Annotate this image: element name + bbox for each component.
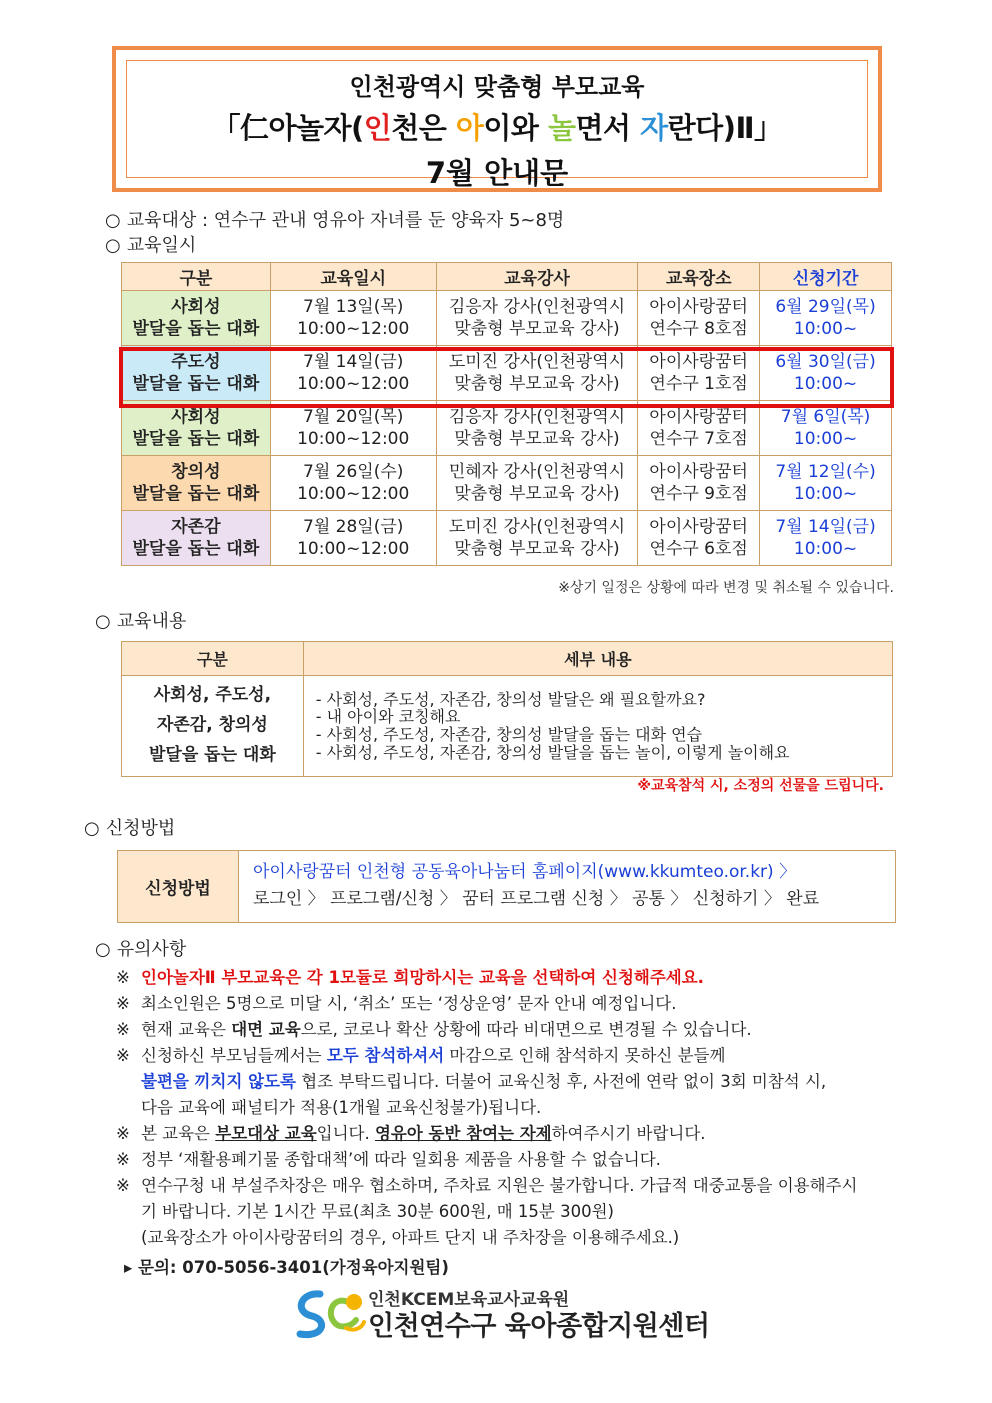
note-text: 마감으로 인해 참석하지 못하신 분들께 bbox=[444, 1046, 726, 1065]
list-item: - 내 아이와 코칭해요 bbox=[315, 707, 461, 727]
title-ja: 자 bbox=[640, 111, 668, 145]
category-sub: 발달을 돕는 대화 bbox=[132, 484, 260, 504]
schedule-note: ※상기 일정은 상황에 따라 변경 및 취소될 수 있습니다. bbox=[558, 580, 894, 596]
title-line1: 인천광역시 맞춤형 부모교육 bbox=[349, 73, 645, 101]
note-text: 연수구청 내 부설주차장은 매우 협소하며, 주차료 지원은 불가합니다. 가급적 대중교통을 이용해주시 bbox=[141, 1176, 858, 1195]
note-text: 신청하신 부모님들께서는 bbox=[141, 1046, 327, 1065]
category-sub: 발달을 돕는 대화 bbox=[132, 539, 260, 559]
teacher-cell bbox=[436, 291, 638, 346]
schedule-heading-text: 교육일시 bbox=[126, 235, 197, 256]
notes-heading-text: 유의사항 bbox=[116, 939, 187, 960]
note-text: 정부 ‘재활용폐기물 종합대책’에 따라 일회용 제품을 사용할 수 없습니다. bbox=[141, 1150, 661, 1169]
category-cell bbox=[122, 291, 271, 346]
note-item bbox=[116, 1147, 936, 1173]
date: 7월 13일(목) bbox=[303, 296, 404, 317]
apply-cell bbox=[760, 291, 892, 346]
content-category bbox=[122, 676, 304, 777]
time: 10:00~12:00 bbox=[297, 429, 410, 449]
teacher: 민혜자 강사(인천광역시 bbox=[448, 461, 626, 482]
category-sub: 발달을 돕는 대화 bbox=[132, 319, 260, 339]
teacher-title: 맞춤형 부모교육 강사) bbox=[454, 484, 620, 504]
col-header: 구분 bbox=[122, 263, 271, 291]
place-branch: 연수구 7호점 bbox=[649, 429, 748, 449]
place-branch: 연수구 1호점 bbox=[649, 374, 748, 394]
content-detail bbox=[303, 676, 892, 777]
teacher-cell bbox=[436, 456, 638, 511]
note-mark: ※ bbox=[116, 1046, 130, 1065]
note-item bbox=[116, 1173, 936, 1251]
notes-heading bbox=[95, 935, 186, 961]
place: 아이사랑꿈터 bbox=[649, 516, 748, 537]
note-item bbox=[116, 1017, 936, 1043]
apply-date: 6월 30일(금) bbox=[775, 351, 876, 372]
apply-time: 10:00~ bbox=[793, 319, 858, 339]
apply-steps-line: 로그인 〉 프로그램/신청 〉 꿈터 프로그램 신청 〉 공통 〉 신청하기 〉 완료 bbox=[253, 889, 820, 910]
place-cell bbox=[638, 291, 760, 346]
bullet-mark: ○ bbox=[105, 210, 121, 231]
note-item bbox=[116, 991, 936, 1017]
title-line3: 7월 안내문 bbox=[425, 156, 569, 190]
note-text: 하여주시기 바랍니다. bbox=[551, 1124, 706, 1143]
content-heading-text: 교육내용 bbox=[116, 611, 187, 632]
note-mark: ※ bbox=[116, 1176, 130, 1195]
table-row bbox=[122, 676, 893, 777]
list-item: - 사회성, 주도성, 자존감, 창의성 발달을 돕는 대화 연습 bbox=[315, 725, 703, 744]
apply-time: 10:00~ bbox=[793, 429, 858, 449]
bullet-mark: ○ bbox=[105, 235, 121, 256]
apply-date: 7월 12일(수) bbox=[775, 461, 876, 482]
apply-cell bbox=[760, 346, 892, 401]
teacher-cell bbox=[436, 346, 638, 401]
place-cell bbox=[638, 511, 760, 566]
place-branch: 연수구 8호점 bbox=[649, 319, 748, 339]
note-item bbox=[116, 1121, 936, 1147]
title-box bbox=[112, 46, 882, 192]
teacher-title: 맞춤형 부모교육 강사) bbox=[454, 319, 620, 339]
content-table bbox=[121, 641, 893, 777]
note-mark: ※ bbox=[116, 1124, 130, 1143]
logo-subtitle: 인천KCEM보육교사교육원 bbox=[368, 1290, 570, 1310]
note-emphasis: 불편을 끼치지 않도록 bbox=[141, 1072, 296, 1091]
category-sub: 발달을 돕는 대화 bbox=[132, 374, 260, 394]
date: 7월 14일(금) bbox=[303, 351, 404, 372]
teacher-title: 맞춤형 부모교육 강사) bbox=[454, 374, 620, 394]
category-cell bbox=[122, 346, 271, 401]
col-header: 세부 내용 bbox=[303, 642, 892, 676]
note-text: 본 교육은 bbox=[141, 1124, 216, 1143]
title-in: 인 bbox=[363, 111, 392, 145]
table-row bbox=[122, 456, 892, 511]
teacher-cell bbox=[436, 511, 638, 566]
category-name: 사회성 bbox=[171, 296, 221, 317]
time: 10:00~12:00 bbox=[297, 319, 410, 339]
content-heading bbox=[95, 607, 186, 633]
note-mark: ※ bbox=[116, 1150, 130, 1169]
date-cell bbox=[270, 346, 436, 401]
col-header: 구분 bbox=[122, 642, 304, 676]
note-text: 입니다. bbox=[316, 1124, 375, 1143]
apply-link[interactable]: 아이사랑꿈터 인천형 공동육아나눔터 홈페이지(www.kkumteo.or.kr) 〉 bbox=[253, 862, 797, 882]
category-name: 주도성 bbox=[171, 351, 221, 372]
content-header-row bbox=[122, 642, 893, 676]
col-header: 교육장소 bbox=[638, 263, 760, 291]
target-text: 교육대상 : 연수구 관내 영유아 자녀를 둔 양육자 5~8명 bbox=[126, 210, 565, 231]
bullet-mark: ○ bbox=[95, 939, 111, 960]
title-seg3: 면서 bbox=[575, 111, 641, 145]
note-text: 으로, 코로나 확산 상황에 따라 비대면으로 변경될 수 있습니다. bbox=[300, 1020, 752, 1039]
apply-steps bbox=[239, 851, 833, 922]
title-seg2: 이와 bbox=[483, 111, 549, 145]
category-line: 사회성, 주도성, bbox=[153, 685, 272, 706]
note-text: 기 바랍니다. 기본 1시간 무료(최초 30분 600원, 매 15분 300원) bbox=[141, 1202, 614, 1221]
title-nol: 놀 bbox=[548, 111, 576, 145]
teacher-cell bbox=[436, 401, 638, 456]
category-name: 자존감 bbox=[171, 516, 221, 537]
place: 아이사랑꿈터 bbox=[649, 351, 748, 372]
category-sub: 발달을 돕는 대화 bbox=[132, 429, 260, 449]
teacher-title: 맞춤형 부모교육 강사) bbox=[454, 429, 620, 449]
note-text: 최소인원은 5명으로 미달 시, ‘취소’ 또는 ‘정상운영’ 문자 안내 예정입니다. bbox=[141, 994, 677, 1013]
date: 7월 20일(목) bbox=[303, 406, 404, 427]
note-emphasis: 모두 참석하셔서 bbox=[326, 1046, 445, 1065]
apply-cell bbox=[760, 456, 892, 511]
date-cell bbox=[270, 511, 436, 566]
time: 10:00~12:00 bbox=[297, 374, 410, 394]
title-seg4: 란다)Ⅱ」 bbox=[667, 111, 783, 145]
table-row bbox=[122, 401, 892, 456]
teacher: 도미진 강사(인천광역시 bbox=[448, 516, 626, 537]
target-line bbox=[105, 206, 564, 232]
apply-cell bbox=[760, 511, 892, 566]
apply-label: 신청방법 bbox=[118, 851, 239, 922]
apply-cell bbox=[760, 401, 892, 456]
bullet-mark: ○ bbox=[95, 611, 111, 632]
schedule-heading bbox=[105, 231, 196, 257]
note-mark: ※ bbox=[116, 994, 130, 1013]
category-cell bbox=[122, 456, 271, 511]
title-a: 아 bbox=[455, 111, 484, 145]
category-line: 자존감, 창의성 bbox=[156, 715, 268, 736]
date: 7월 26일(수) bbox=[303, 461, 404, 482]
apply-heading bbox=[84, 814, 175, 840]
title-inner bbox=[126, 60, 868, 190]
note-text: 현재 교육은 bbox=[141, 1020, 232, 1039]
note-mark: ※ bbox=[116, 1020, 130, 1039]
apply-date: 7월 14일(금) bbox=[775, 516, 876, 537]
place-cell bbox=[638, 401, 760, 456]
date-cell bbox=[270, 291, 436, 346]
teacher: 김응자 강사(인천광역시 bbox=[448, 406, 626, 427]
list-item: - 사회성, 주도성, 자존감, 창의성 발달을 돕는 놀이, 이렇게 놀이해요 bbox=[315, 742, 790, 762]
note-text: 다음 교육에 패널티가 적용(1개월 교육신청불가)됩니다. bbox=[141, 1098, 542, 1117]
category-cell bbox=[122, 511, 271, 566]
category-name: 창의성 bbox=[171, 461, 221, 482]
note-item bbox=[116, 965, 936, 991]
bullet-mark: ○ bbox=[84, 818, 100, 839]
contact-info: ▸ 문의: 070-5056-3401(가정육아지원팀) bbox=[124, 1258, 449, 1277]
notes-list bbox=[116, 965, 936, 1251]
place-branch: 연수구 6호점 bbox=[649, 539, 748, 559]
list-item: - 사회성, 주도성, 자존감, 창의성 발달은 왜 필요할까요? bbox=[315, 689, 706, 709]
note-emphasis: 대면 교육 bbox=[231, 1020, 301, 1039]
apply-time: 10:00~ bbox=[793, 539, 858, 559]
apply-time: 10:00~ bbox=[793, 484, 858, 504]
time: 10:00~12:00 bbox=[297, 539, 410, 559]
note-text: (교육장소가 아이사랑꿈터의 경우, 아파트 단지 내 주차장을 이용해주세요.) bbox=[141, 1228, 680, 1247]
teacher: 도미진 강사(인천광역시 bbox=[448, 351, 626, 372]
title-line2 bbox=[127, 106, 867, 147]
place: 아이사랑꿈터 bbox=[649, 296, 748, 317]
table-row bbox=[122, 346, 892, 401]
place: 아이사랑꿈터 bbox=[649, 406, 748, 427]
note-item bbox=[116, 1043, 936, 1121]
date-cell bbox=[270, 456, 436, 511]
table-row bbox=[122, 291, 892, 346]
note-emphasis: 부모대상 교육 bbox=[215, 1124, 317, 1143]
category-cell bbox=[122, 401, 271, 456]
title-seg1: 천은 bbox=[391, 111, 456, 145]
note-mark: ※ bbox=[116, 968, 130, 987]
place-cell bbox=[638, 456, 760, 511]
note-text: 협조 부탁드립니다. 더불어 교육신청 후, 사전에 연락 없이 3회 미참석 시, bbox=[295, 1072, 827, 1091]
apply-time: 10:00~ bbox=[793, 374, 858, 394]
apply-box bbox=[117, 850, 896, 923]
apply-date: 6월 29일(목) bbox=[775, 296, 876, 317]
date: 7월 28일(금) bbox=[303, 516, 404, 537]
place-cell bbox=[638, 346, 760, 401]
date-cell bbox=[270, 401, 436, 456]
table-row bbox=[122, 511, 892, 566]
teacher: 김응자 강사(인천광역시 bbox=[448, 296, 626, 317]
col-header: 교육일시 bbox=[270, 263, 436, 291]
note-emphasis: 영유아 동반 참여는 자제 bbox=[374, 1124, 552, 1143]
category-name: 사회성 bbox=[171, 406, 221, 427]
teacher-title: 맞춤형 부모교육 강사) bbox=[454, 539, 620, 559]
note-text: 인아놀자Ⅱ 부모교육은 각 1모듈로 희망하시는 교육을 선택하여 신청해주세요. bbox=[141, 968, 704, 987]
time: 10:00~12:00 bbox=[297, 484, 410, 504]
col-header: 신청기간 bbox=[760, 263, 892, 291]
apply-heading-text: 신청방법 bbox=[105, 818, 176, 839]
gift-note: ※교육참석 시, 소정의 선물을 드립니다. bbox=[637, 778, 884, 794]
logo-title: 인천연수구 육아종합지원센터 bbox=[368, 1311, 710, 1342]
col-header: 교육강사 bbox=[436, 263, 638, 291]
schedule-header-row bbox=[122, 263, 892, 291]
place-branch: 연수구 9호점 bbox=[649, 484, 748, 504]
schedule-table bbox=[121, 262, 892, 566]
title-prefix: 「仁아놀자( bbox=[211, 111, 364, 145]
category-line: 발달을 돕는 대화 bbox=[148, 744, 276, 765]
apply-date: 7월 6일(목) bbox=[780, 406, 871, 427]
place: 아이사랑꿈터 bbox=[649, 461, 748, 482]
